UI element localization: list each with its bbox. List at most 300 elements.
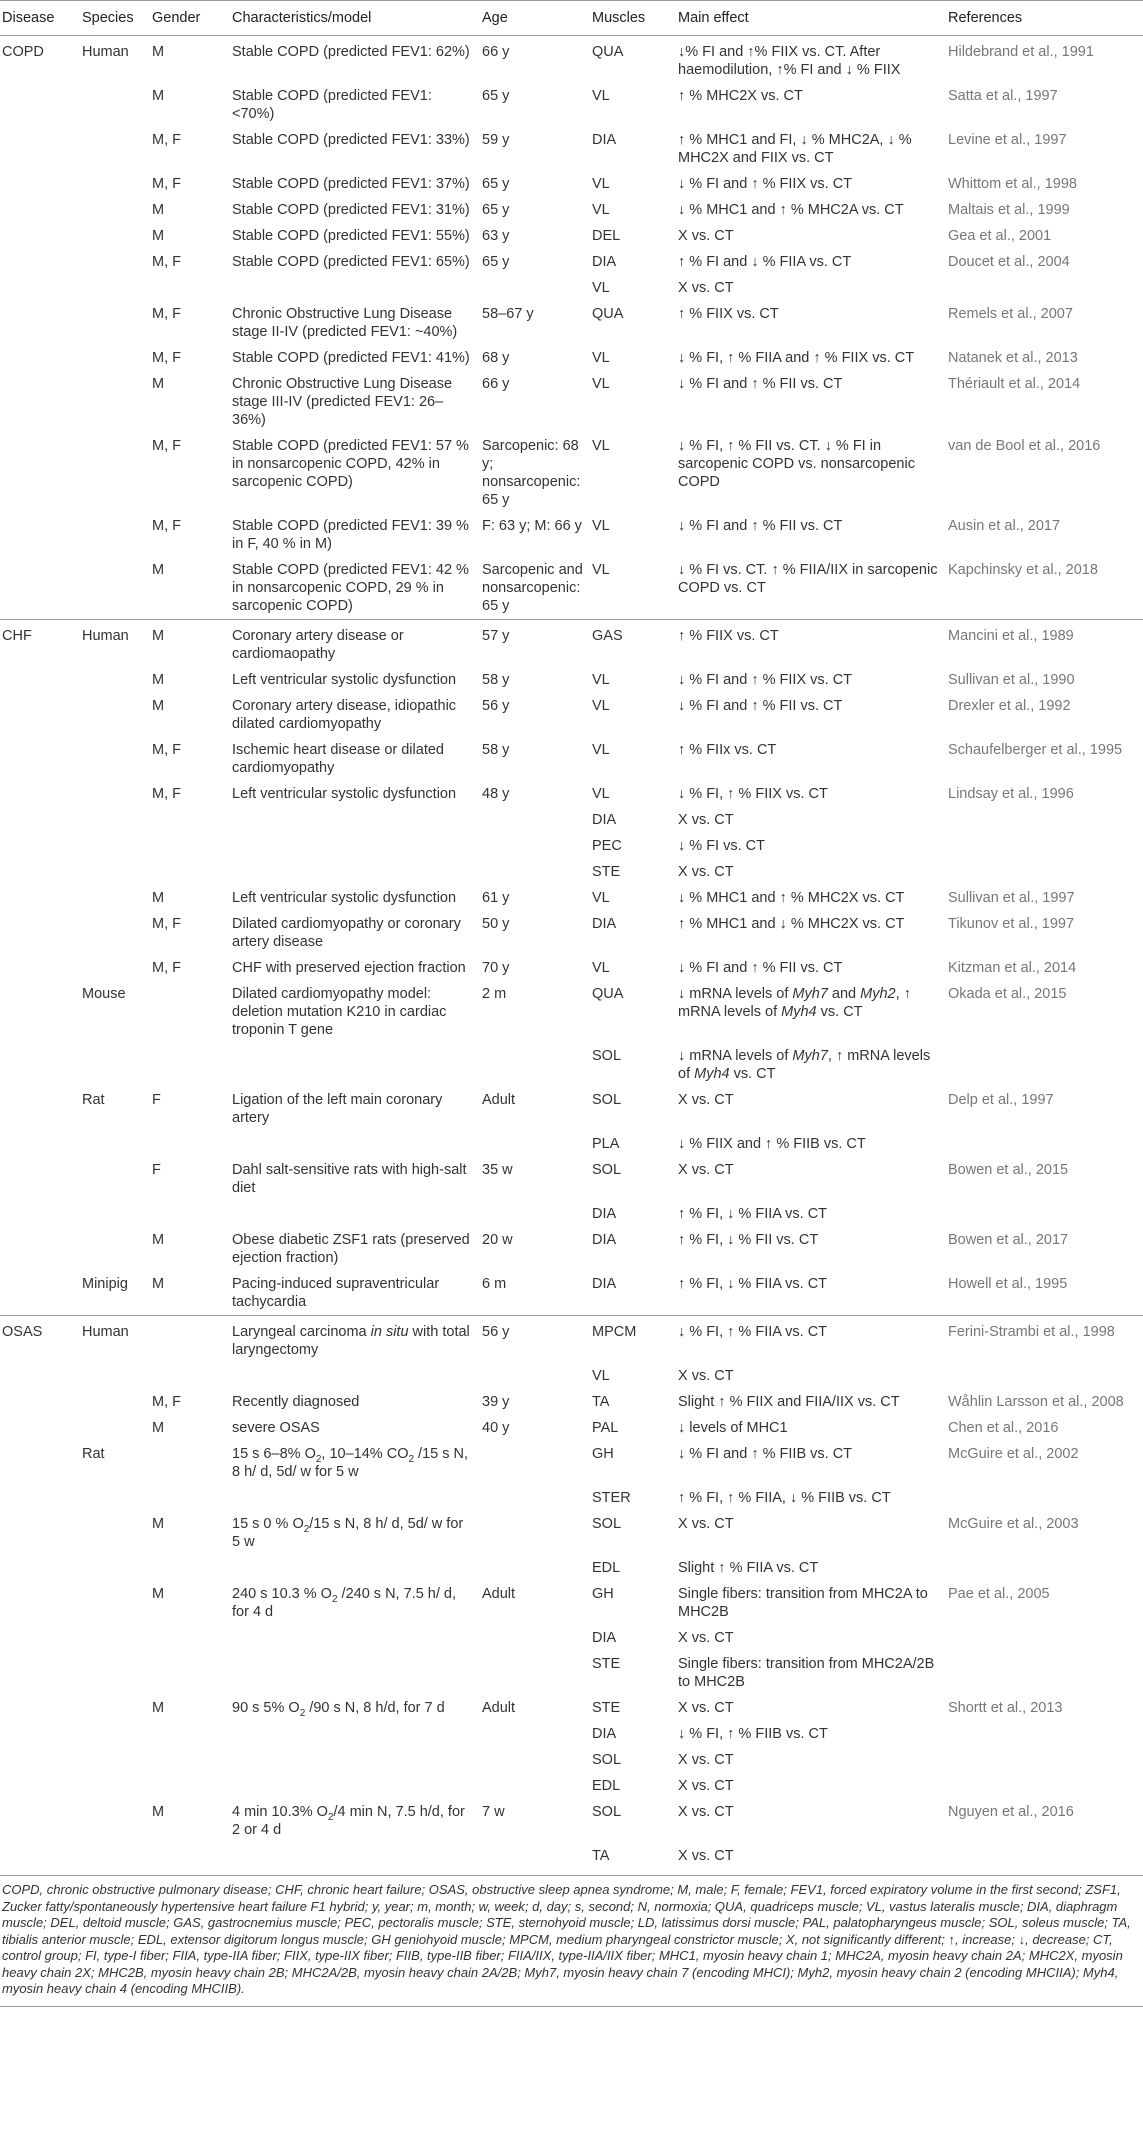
cell-reference: Kapchinsky et al., 2018	[948, 562, 1098, 578]
table-row	[0, 1157, 1143, 1201]
cell-age	[478, 1043, 588, 1087]
table-row	[0, 1043, 1143, 1087]
cell-disease	[0, 83, 78, 127]
cell-effect: ↑ % FI and ↓ % FIIA vs. CT	[678, 254, 852, 270]
table-row	[0, 171, 1143, 197]
cell-age	[478, 807, 588, 833]
cell-age: 50 y	[482, 916, 510, 932]
cell-age: 65 y	[482, 88, 510, 104]
cell-age	[478, 1721, 588, 1747]
cell-species	[78, 275, 148, 301]
cell-reference: Bowen et al., 2017	[948, 1232, 1069, 1248]
cell-model: Recently diagnosed	[232, 1394, 360, 1410]
cell-gender: M, F	[152, 350, 181, 366]
cell-model: Left ventricular systolic dysfunction	[232, 890, 457, 906]
cell-model: Stable COPD (predicted FEV1: 57 % in nonsarcopenic COPD, 42% in sarcopenic COPD)	[232, 438, 469, 490]
table-row	[0, 1441, 1143, 1485]
cell-reference: McGuire et al., 2002	[948, 1446, 1079, 1462]
cell-disease	[0, 1485, 78, 1511]
cell-muscle: VL	[592, 202, 610, 218]
cell-model: Dahl salt-sensitive rats with high-salt diet	[232, 1162, 467, 1196]
cell-reference	[944, 807, 1143, 833]
cell-disease	[0, 955, 78, 981]
cell-effect: ↓ levels of MHC1	[678, 1420, 788, 1436]
cell-muscle: VL	[592, 518, 610, 534]
cell-reference: Natanek et al., 2013	[948, 350, 1078, 366]
cell-reference: Kitzman et al., 2014	[948, 960, 1077, 976]
cell-gender: M, F	[152, 176, 181, 192]
table-row	[0, 1721, 1143, 1747]
cell-muscle: VL	[592, 890, 610, 906]
cell-effect: ↑ % MHC1 and ↓ % MHC2X vs. CT	[678, 916, 905, 932]
cell-gender	[148, 807, 228, 833]
cell-species	[78, 127, 148, 171]
cell-gender	[148, 1316, 228, 1364]
cell-disease	[0, 1389, 78, 1415]
cell-muscle: GAS	[588, 620, 674, 668]
cell-effect: ↓ % MHC1 and ↑ % MHC2X vs. CT	[678, 890, 905, 906]
cell-disease	[0, 1157, 78, 1201]
cell-age: 58 y	[482, 742, 510, 758]
cell-effect: ↓ % FI, ↑ % FIIB vs. CT	[678, 1726, 828, 1742]
cell-muscle: VL	[592, 280, 610, 296]
cell-age	[478, 833, 588, 859]
cell-reference: Satta et al., 1997	[948, 88, 1058, 104]
cell-model: Stable COPD (predicted FEV1: 31%)	[232, 202, 470, 218]
cell-model: Pacing-induced supraventricular tachycardia	[232, 1276, 440, 1310]
header-species: Species	[78, 1, 148, 36]
cell-gender: M	[148, 620, 228, 668]
cell-disease	[0, 911, 78, 955]
cell-species	[78, 667, 148, 693]
cell-gender: M	[152, 202, 165, 218]
cell-model: Coronary artery disease or cardiomaopathy	[228, 620, 478, 668]
cell-model	[228, 1363, 478, 1389]
cell-age: 68 y	[482, 350, 510, 366]
cell-disease	[0, 1415, 78, 1441]
cell-disease	[0, 513, 78, 557]
cell-disease	[0, 249, 78, 275]
cell-effect: Slight ↑ % FIIX and FIIA/IIX vs. CT	[678, 1394, 900, 1410]
cell-muscle: SOL	[592, 1092, 622, 1108]
cell-reference	[944, 1485, 1143, 1511]
cell-reference	[944, 833, 1143, 859]
cell-gender	[148, 1201, 228, 1227]
cell-reference: van de Bool et al., 2016	[948, 438, 1101, 454]
cell-age	[478, 1651, 588, 1695]
cell-model	[228, 275, 478, 301]
cell-disease	[0, 885, 78, 911]
cell-effect: ↓ % FI and ↑ % FII vs. CT	[678, 960, 843, 976]
cell-species	[78, 807, 148, 833]
cell-reference: Lindsay et al., 1996	[948, 786, 1074, 802]
cell-reference: Sullivan et al., 1990	[948, 672, 1075, 688]
cell-model: Dilated cardiomyopathy model: deletion mutation K210 in cardiac troponin T gene	[232, 986, 447, 1038]
cell-gender	[148, 1651, 228, 1695]
cell-gender: M	[152, 698, 165, 714]
table-row	[0, 1799, 1143, 1843]
cell-gender	[148, 1555, 228, 1581]
cell-disease	[0, 693, 78, 737]
cell-muscle: MPCM	[588, 1316, 674, 1364]
cell-disease	[0, 981, 78, 1043]
cell-reference: Whittom et al., 1998	[948, 176, 1077, 192]
table-row	[0, 1581, 1143, 1625]
cell-effect: ↑ % FI, ↓ % FII vs. CT	[678, 1232, 819, 1248]
cell-reference: Howell et al., 1995	[948, 1276, 1068, 1292]
cell-gender	[148, 1843, 228, 1869]
cell-gender: M	[152, 672, 165, 688]
cell-age: 70 y	[482, 960, 510, 976]
cell-age: F: 63 y; M: 66 y	[482, 518, 582, 534]
cell-age: Sarcopenic and nonsarcopenic: 65 y	[482, 562, 583, 614]
cell-species	[78, 1363, 148, 1389]
cell-gender	[148, 1131, 228, 1157]
header-gender: Gender	[148, 1, 228, 36]
cell-species	[78, 1773, 148, 1799]
cell-model	[228, 1201, 478, 1227]
table-row	[0, 1555, 1143, 1581]
cell-disease	[0, 667, 78, 693]
cell-species: Human	[78, 1316, 148, 1364]
cell-species	[78, 859, 148, 885]
table-row	[0, 693, 1143, 737]
cell-model: Stable COPD (predicted FEV1: 42 % in nonsarcopenic COPD, 29 % in sarcopenic COPD)	[232, 562, 469, 614]
cell-disease	[0, 781, 78, 807]
table-row	[0, 36, 1143, 84]
cell-muscle: PEC	[592, 838, 622, 854]
cell-age: 56 y	[482, 698, 510, 714]
cell-effect: ↓ % FI and ↑ % FIIB vs. CT	[678, 1446, 853, 1462]
cell-reference	[944, 1747, 1143, 1773]
cell-age: 66 y	[482, 376, 510, 392]
cell-disease	[0, 275, 78, 301]
cell-effect: ↓ % FI vs. CT	[678, 838, 765, 854]
cell-muscle: PLA	[592, 1136, 620, 1152]
cell-age: Adult	[482, 1700, 516, 1716]
cell-model	[228, 1773, 478, 1799]
cell-disease	[0, 1747, 78, 1773]
cell-age: 59 y	[482, 132, 510, 148]
cell-age: 65 y	[482, 202, 510, 218]
cell-disease	[0, 1555, 78, 1581]
cell-model: Left ventricular systolic dysfunction	[232, 672, 457, 688]
cell-age: 40 y	[482, 1420, 510, 1436]
cell-species	[78, 433, 148, 513]
cell-species	[78, 197, 148, 223]
cell-gender: M, F	[152, 916, 181, 932]
cell-age: 57 y	[478, 620, 588, 668]
cell-species	[78, 1131, 148, 1157]
cell-reference	[944, 1131, 1143, 1157]
cell-muscle: DEL	[592, 228, 621, 244]
table-row	[0, 275, 1143, 301]
cell-age: 48 y	[482, 786, 510, 802]
cell-muscle: VL	[592, 960, 610, 976]
table-footnote: COPD, chronic obstructive pulmonary disease; CHF, chronic heart failure; OSAS, obstructive sleep apnea syndrome; M, male; F, female; FEV1, forced expiratory volume in the first second; ZSF1, Zucker fatty/spontaneously hypertensive heart failure F1 hybrid; y, year; m, month; w, week; d, day; s, second; N, normoxia; QUA, quadriceps muscle; VL, vastus lateralis muscle; DIA, diaphragm muscle; DEL, deltoid muscle; GAS, gastrocnemius muscle; PEC, pectoralis muscle; STE, sternohyoid muscle; LD, latissimus dorsi muscle; PAL, palatopharyngeus muscle; SOL, soleus muscle; TA, tibialis anterior muscle; EDL, extensor digitorum longus muscle; GH geniohyoid muscle; MPCM, medium pharyngeal constrictor muscle; X, not significantly different; ↑, increase; ↓, decrease; CT, control group; FI, type-I fiber; FIIA, type-IIA fiber; FIIX, type-IIX fiber; FIIB, type-IIB fiber; FIIA/IIX, type-IIA/IIX fiber; MHC1, myosin heavy chain 1; MHC2A, myosin heavy chain 2A; MHC2X, myosin heavy chain 2X; MHC2B, myosin heavy chain 2B; MHC2A/2B, myosin heavy chain 2A/2B; Myh7, myosin heavy chain 7 (encoding MHCI); Myh2, myosin heavy chain 2 (encoding MHCIIA); Myh4, myosin heavy chain 4 (encoding MHCIIB).	[0, 1875, 1143, 2007]
table-row	[0, 833, 1143, 859]
cell-model: Left ventricular systolic dysfunction	[232, 786, 457, 802]
table-row	[0, 981, 1143, 1043]
cell-reference: Wåhlin Larsson et al., 2008	[948, 1394, 1124, 1410]
cell-effect: ↑ % FI, ↑ % FIIA, ↓ % FIIB vs. CT	[678, 1490, 891, 1506]
cell-effect: ↓ % FI and ↑ % FIIX vs. CT	[678, 176, 853, 192]
cell-gender: M	[152, 1516, 165, 1532]
cell-gender	[148, 859, 228, 885]
cell-gender: M	[152, 562, 165, 578]
cell-gender: M	[152, 1232, 165, 1248]
cell-reference: Schaufelberger et al., 1995	[948, 742, 1123, 758]
cell-gender	[148, 275, 228, 301]
cell-age	[478, 1747, 588, 1773]
table-row	[0, 737, 1143, 781]
cell-reference: Drexler et al., 1992	[948, 698, 1071, 714]
cell-age: 65 y	[482, 176, 510, 192]
header-references: References	[944, 1, 1143, 36]
cell-species	[78, 1157, 148, 1201]
cell-reference: Delp et al., 1997	[948, 1092, 1054, 1108]
cell-model: Ischemic heart disease or dilated cardiomyopathy	[232, 742, 444, 776]
cell-model: Stable COPD (predicted FEV1: 65%)	[232, 254, 470, 270]
cell-age	[478, 1843, 588, 1869]
cell-species	[78, 1201, 148, 1227]
cell-disease	[0, 371, 78, 433]
cell-model	[228, 1721, 478, 1747]
cell-species: Minipig	[82, 1276, 128, 1292]
table-header	[0, 1, 1143, 36]
cell-disease	[0, 807, 78, 833]
cell-model	[228, 1747, 478, 1773]
cell-gender: M, F	[152, 742, 181, 758]
cell-effect: Single fibers: transition from MHC2A/2B to MHC2B	[678, 1656, 935, 1690]
cell-model: Coronary artery disease, idiopathic dilated cardiomyopathy	[232, 698, 457, 732]
cell-reference	[944, 275, 1143, 301]
cell-muscle: SOL	[592, 1516, 622, 1532]
cell-effect: X vs. CT	[678, 864, 734, 880]
cell-age	[478, 1363, 588, 1389]
cell-muscle: DIA	[592, 916, 617, 932]
cell-model: severe OSAS	[232, 1420, 320, 1436]
cell-reference: Thériault et al., 2014	[948, 376, 1081, 392]
cell-muscle: VL	[592, 376, 610, 392]
cell-reference: Ausin et al., 2017	[948, 518, 1061, 534]
cell-reference	[944, 1363, 1143, 1389]
cell-muscle: EDL	[592, 1778, 621, 1794]
cell-disease: COPD	[0, 36, 78, 84]
cell-gender: M	[152, 890, 165, 906]
cell-reference	[944, 1651, 1143, 1695]
cell-species	[78, 693, 148, 737]
table-row	[0, 781, 1143, 807]
cell-muscle: STE	[592, 1700, 621, 1716]
cell-effect: X vs. CT	[678, 280, 734, 296]
cell-muscle: GH	[592, 1586, 614, 1602]
cell-disease	[0, 1363, 78, 1389]
cell-effect: ↓ mRNA levels of Myh7 and Myh2, ↑ mRNA levels of Myh4 vs. CT	[678, 986, 911, 1020]
cell-age: 20 w	[482, 1232, 513, 1248]
cell-gender: M, F	[152, 254, 181, 270]
cell-disease	[0, 1651, 78, 1695]
cell-disease	[0, 557, 78, 620]
cell-muscle: GH	[592, 1446, 614, 1462]
cell-reference: Nguyen et al., 2016	[948, 1804, 1074, 1820]
header-muscles: Muscles	[588, 1, 674, 36]
cell-muscle: STER	[592, 1490, 631, 1506]
cell-muscle: EDL	[592, 1560, 621, 1576]
cell-muscle: VL	[592, 562, 610, 578]
cell-species	[78, 1581, 148, 1625]
cell-age	[478, 859, 588, 885]
cell-model: Stable COPD (predicted FEV1: <70%)	[232, 88, 432, 122]
cell-disease	[0, 301, 78, 345]
cell-disease	[0, 1721, 78, 1747]
cell-reference	[944, 1201, 1143, 1227]
cell-species	[78, 885, 148, 911]
cell-muscle: QUA	[592, 306, 624, 322]
cell-muscle: DIA	[592, 1206, 617, 1222]
cell-reference: Remels et al., 2007	[948, 306, 1073, 322]
cell-model	[228, 1043, 478, 1087]
cell-muscle: VL	[592, 672, 610, 688]
cell-reference	[944, 859, 1143, 885]
table-row	[0, 807, 1143, 833]
cell-disease: CHF	[0, 620, 78, 668]
cell-model: Chronic Obstructive Lung Disease stage II-IV (predicted FEV1: ~40%)	[232, 306, 458, 340]
cell-model: Laryngeal carcinoma in situ with total laryngectomy	[228, 1316, 478, 1364]
cell-disease	[0, 127, 78, 171]
cell-gender: M	[152, 228, 165, 244]
cell-reference: Gea et al., 2001	[948, 228, 1052, 244]
cell-muscle: DIA	[592, 1630, 617, 1646]
cell-age: 39 y	[482, 1394, 510, 1410]
cell-gender	[148, 1721, 228, 1747]
cell-muscle: VL	[592, 88, 610, 104]
table-row	[0, 885, 1143, 911]
cell-age	[478, 1485, 588, 1511]
cell-age: Adult	[482, 1586, 516, 1602]
cell-muscle: DIA	[592, 1276, 617, 1292]
cell-species	[78, 1625, 148, 1651]
table-row	[0, 911, 1143, 955]
cell-gender	[148, 1773, 228, 1799]
cell-disease	[0, 1201, 78, 1227]
header-main-effect: Main effect	[674, 1, 944, 36]
cell-effect: ↑ % FIIx vs. CT	[678, 742, 777, 758]
cell-gender	[148, 1363, 228, 1389]
cell-age	[478, 1511, 588, 1555]
cell-model: Stable COPD (predicted FEV1: 37%)	[232, 176, 470, 192]
cell-muscle: VL	[592, 786, 610, 802]
cell-disease	[0, 1511, 78, 1555]
cell-muscle: STE	[592, 1656, 621, 1672]
cell-species	[78, 1415, 148, 1441]
cell-species	[78, 833, 148, 859]
cell-reference: Sullivan et al., 1997	[948, 890, 1075, 906]
cell-muscle: DIA	[592, 812, 617, 828]
cell-gender: M	[148, 36, 228, 84]
cell-effect: X vs. CT	[678, 1700, 734, 1716]
cell-species	[78, 557, 148, 620]
cell-effect: X vs. CT	[678, 228, 734, 244]
cell-disease	[0, 1581, 78, 1625]
cell-effect: ↑ % FI, ↓ % FIIA vs. CT	[678, 1206, 828, 1222]
cell-model: Dilated cardiomyopathy or coronary artery disease	[232, 916, 461, 950]
cell-model	[228, 1625, 478, 1651]
cell-effect: ↓ mRNA levels of Myh7, ↑ mRNA levels of Myh4 vs. CT	[678, 1048, 931, 1082]
cell-gender: M, F	[152, 960, 181, 976]
cell-model: Stable COPD (predicted FEV1: 33%)	[232, 132, 470, 148]
table-row	[0, 1695, 1143, 1721]
cell-disease	[0, 859, 78, 885]
cell-model: Stable COPD (predicted FEV1: 62%)	[228, 36, 478, 84]
cell-age	[478, 1625, 588, 1651]
cell-species	[78, 1747, 148, 1773]
cell-disease	[0, 737, 78, 781]
cell-model: Obese diabetic ZSF1 rats (preserved ejection fraction)	[232, 1232, 470, 1266]
table-row	[0, 1747, 1143, 1773]
table-row	[0, 83, 1143, 127]
cell-gender: M	[152, 1804, 165, 1820]
cell-reference: McGuire et al., 2003	[948, 1516, 1079, 1532]
cell-model	[228, 1555, 478, 1581]
cell-effect: X vs. CT	[678, 1848, 734, 1864]
cell-disease	[0, 197, 78, 223]
cell-age	[478, 275, 588, 301]
table-row	[0, 345, 1143, 371]
header-age: Age	[478, 1, 588, 36]
cell-muscle: VL	[592, 350, 610, 366]
cell-effect: X vs. CT	[678, 1630, 734, 1646]
cell-species	[78, 223, 148, 249]
cell-muscle: STE	[592, 864, 621, 880]
cell-species	[78, 1511, 148, 1555]
cell-age: 58 y	[482, 672, 510, 688]
cell-gender: M, F	[152, 518, 181, 534]
table-row	[0, 249, 1143, 275]
cell-species	[78, 1485, 148, 1511]
cell-age	[478, 1555, 588, 1581]
table-row	[0, 371, 1143, 433]
cell-muscle: SOL	[592, 1804, 622, 1820]
cell-reference: Hildebrand et al., 1991	[944, 36, 1143, 84]
cell-gender: M, F	[152, 786, 181, 802]
cell-model: 4 min 10.3% $O_2/4$ min N, 7.5 h/d, for 2 or 4 d	[232, 1804, 465, 1838]
cell-muscle: DIA	[592, 1726, 617, 1742]
cell-disease	[0, 1695, 78, 1721]
cell-species	[78, 371, 148, 433]
cell-model	[228, 1485, 478, 1511]
table-row	[0, 433, 1143, 513]
cell-muscle: SOL	[592, 1752, 622, 1768]
cell-reference	[944, 1773, 1143, 1799]
cell-gender	[148, 1043, 228, 1087]
cell-species	[78, 1721, 148, 1747]
cell-reference: Ferini-Strambi et al., 1998	[944, 1316, 1143, 1364]
cell-age: 35 w	[482, 1162, 513, 1178]
cell-effect: ↑ % MHC1 and FI, ↓ % MHC2A, ↓ % MHC2X and FIIX vs. CT	[678, 132, 912, 166]
cell-gender: F	[152, 1092, 161, 1108]
cell-age	[478, 1441, 588, 1485]
table-row	[0, 667, 1143, 693]
cell-disease	[0, 1131, 78, 1157]
cell-gender: M	[152, 1276, 165, 1292]
cell-model	[228, 833, 478, 859]
cell-disease	[0, 1799, 78, 1843]
cell-muscle: QUA	[592, 986, 624, 1002]
cell-effect: X vs. CT	[678, 1778, 734, 1794]
cell-effect: X vs. CT	[678, 1752, 734, 1768]
cell-effect: ↓ % FI, ↑ % FIIX vs. CT	[678, 786, 828, 802]
